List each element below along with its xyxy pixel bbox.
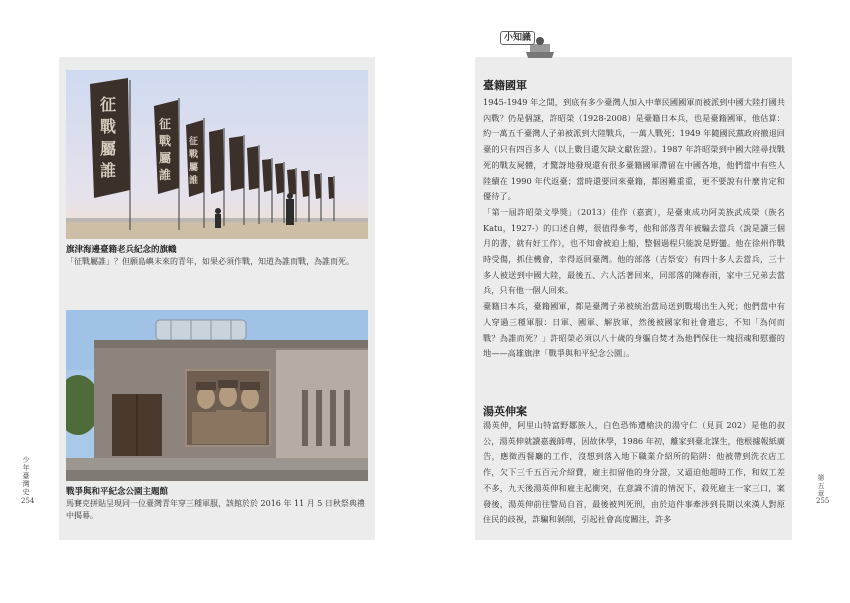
left-page <box>59 57 375 540</box>
svg-text:戰: 戰 <box>100 117 117 136</box>
section1-body <box>483 95 785 362</box>
section1-paragraph: 1945-1949 年之間，到底有多少臺灣人加入中華民國國軍而被派到中國大陸打國共內戰？仍是個謎，許昭榮（1928-2008）是臺籍日本兵，也是臺籍國軍，他估算：約一萬五千臺灣人子弟被派到大陸戰兵，一萬人戰死；1949 年隨國民黨政府撤退回臺的只有四百多人（以上數目還欠缺文獻佐證）。1987 年許昭榮到中國大陸尋找戰死的戰友屍體，才驚訝地發現還有很多臺籍國軍滯留在中國各地，他們當中有些人陸續在 1990 年代返臺；當時還要回來臺籍，都困難重重，更不要說有什麼肯定和優待了。 <box>483 97 785 202</box>
svg-text:征: 征 <box>189 137 199 147</box>
photo2-caption-text: 馬賽克拼貼呈現同一位臺灣青年穿三種軍服，該館於於 2016 年 11 月 5 日秋祭典禮中揭幕。 <box>66 499 365 520</box>
left-side-title: 少年臺灣史 <box>22 456 30 496</box>
section1-paragraph: 臺籍日本兵，臺籍國軍，都是臺灣子弟被統治當局送到戰場出生入死；他們當中有人穿過三種軍服：日軍、國軍、解放軍，然後被國家和社會遺忘，不知「為何而戰？為誰而死？」許昭榮必須以八十歲的身軀自焚才為他們保住一塊招魂和慰靈的地——高雄旗津「戰爭與和平紀念公園」。 <box>483 301 785 359</box>
section2-body <box>483 418 785 528</box>
svg-text:征: 征 <box>159 117 172 131</box>
section1-paragraph: 「第一屆許昭榮文學獎」（2013）佳作（嘉賓），是臺東成功阿美族武成榮（族名 Katu，1927-）的口述自傳，很值得參考，他和部落青年被騙去當兵（說是讀三個月的書，就有好工作），也不知會被迫上船，整個過程只能說是野蠻。他在徐州作戰時受傷，抓住機會，幸得返回臺灣。他的部落（吉祭安）有四十多人去當兵，三十多人被送到中國大陸，最後五、六人活著回來，同部落的陳春雨，家中三兄弟去當兵，只有他一個人回來。 <box>483 206 785 296</box>
memorial-hall-photo <box>66 310 368 481</box>
section2-paragraph: 湯英伸，阿里山特富野鄒族人，白色恐怖遭槍決的湯守仁（見頁 202）是他的叔公，湯英伸就讀嘉義師專，因故休學，1986 年初，離家到臺北謀生，他根據報紙廣告，應徵西餐廳的工作，沒想到落入地下職業介紹所的陷阱：他被帶到洗衣店工作，欠下三千五百元介紹費，雇主扣留他的身分證，又逼迫他超時工作，和奴工差不多，九天後湯英伸和雇主起衝突，在意識不清的情況下，殺死雇主一家三口，案發後，湯英伸前往警局自首，最後被判死刑，由於這件事牽涉到長期以來漢人對原住民的歧視，詐騙和剝削，引起社會高度關注，許多 <box>483 420 785 525</box>
svg-text:誰: 誰 <box>189 176 199 186</box>
svg-text:征: 征 <box>100 95 117 114</box>
svg-text:屬: 屬 <box>159 151 172 165</box>
flags-photo <box>66 70 368 239</box>
right-side-title: 第五章 <box>817 474 825 498</box>
photo2-caption-title: 戰爭與和平紀念公園主題館 <box>66 487 169 497</box>
photo1-caption-text: 「征戰屬誰」？但願島嶼未來的青年，如果必須作戰，知道為誰而戰，為誰而死。 <box>66 257 354 266</box>
section-title-taiwanese-national-army: 臺籍國軍 <box>483 79 527 92</box>
photo1-caption-title: 旗津海邊臺籍老兵紀念的旗幟 <box>66 245 177 255</box>
right-page-number: 255 <box>816 497 830 505</box>
svg-text:屬: 屬 <box>100 139 117 158</box>
knowledge-badge-label: 小知識 <box>500 31 535 45</box>
section-title-tang-ying-shen-case: 湯英伸案 <box>483 405 527 418</box>
svg-text:誰: 誰 <box>159 168 172 182</box>
svg-text:戰: 戰 <box>159 134 172 148</box>
svg-text:戰: 戰 <box>189 150 199 160</box>
svg-text:誰: 誰 <box>100 161 117 180</box>
left-page-number: 254 <box>21 497 35 505</box>
svg-text:屬: 屬 <box>189 163 199 173</box>
